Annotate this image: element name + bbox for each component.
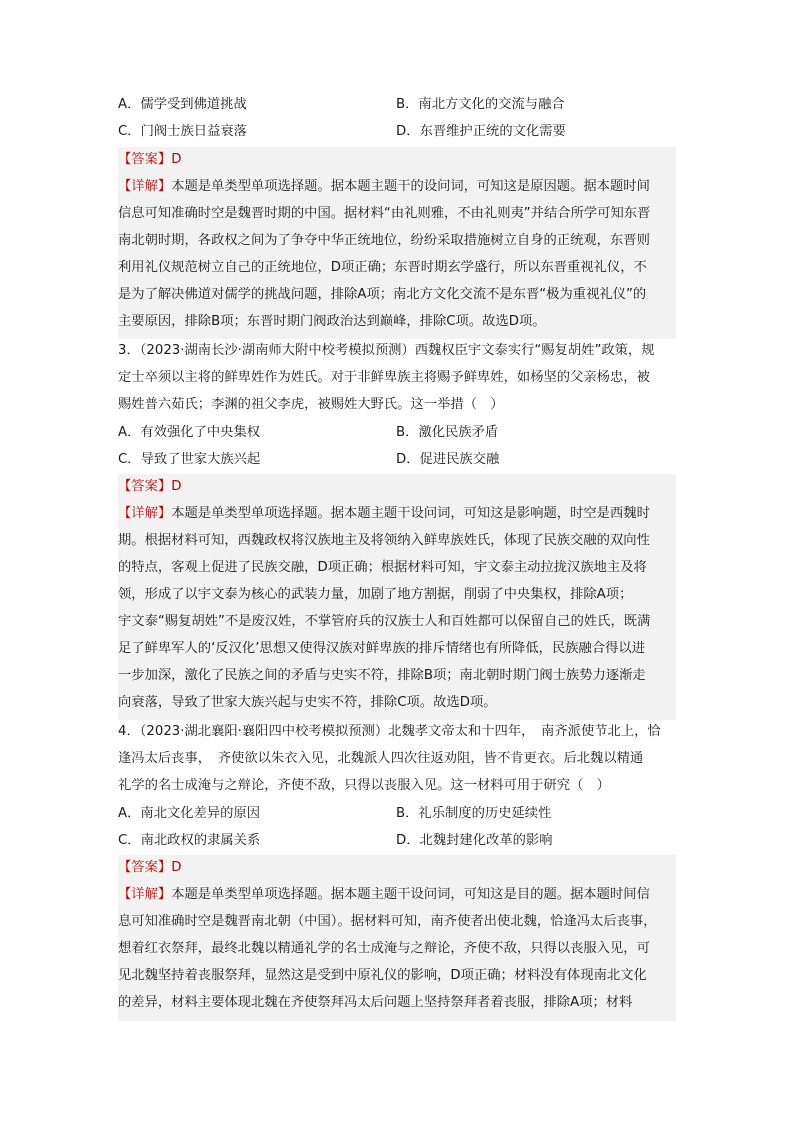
answer-block bbox=[118, 855, 676, 1021]
option-c: C．导致了世家大族兴起 bbox=[118, 452, 261, 467]
option-c: C．南北政权的隶属关系 bbox=[118, 833, 261, 848]
detail-line: 利用礼仪规范树立自己的正统地位，D项正确；东晋时期玄学盛行，所以东晋重视礼仪，不 bbox=[118, 260, 647, 275]
stem-line: 赐姓普六茹氏；李渊的祖父李虎，被赐姓大野氏。这一举措（ ） bbox=[118, 397, 504, 412]
detail-text: 本题是单类型单项选择题。据本题主题干的设问词，可知这是原因题。据本题时间 bbox=[171, 179, 650, 194]
detail-line: 的特点，客观上促进了民族交融，D项正确；根据材料可知，宇文泰主动拉拢汉族地主及将 bbox=[118, 560, 647, 575]
option-row bbox=[118, 119, 676, 145]
answer-value: D bbox=[171, 479, 182, 494]
detail-line: 领，形成了以宇文泰为核心的武装力量，加剧了地方割据，削弱了中央集权，排除A项； bbox=[118, 587, 633, 602]
detail-line: 宇文泰“赐复胡姓”不是废汉姓，不掌管府兵的汉族士人和百姓都可以保留自己的姓氏，既满 bbox=[118, 614, 651, 629]
answer-line bbox=[118, 855, 676, 881]
option-c: C．门阀士族日益衰落 bbox=[118, 124, 247, 139]
option-b: B．南北方文化的交流与融合 bbox=[396, 97, 565, 112]
detail-text: 本题是单类型单项选择题。据本题主题干设问词，可知这是影响题，时空是西魏时 bbox=[171, 506, 650, 521]
answer-block bbox=[118, 474, 676, 720]
option-a: A．有效强化了中央集权 bbox=[118, 425, 261, 440]
detail-line bbox=[118, 501, 676, 527]
detail-line: 见北魏坚持着丧服祭拜，显然这是受到中原礼仪的影响，D项正确；材料没有体现南北文化 bbox=[118, 968, 647, 983]
detail-label: 【详解】 bbox=[118, 179, 172, 194]
answer-block bbox=[118, 147, 676, 339]
option-b: B．激化民族矛盾 bbox=[396, 425, 499, 440]
detail-label: 【详解】 bbox=[118, 506, 172, 521]
detail-line bbox=[118, 882, 676, 908]
question-3 bbox=[118, 338, 676, 422]
detail-line: 息可知准确时空是魏晋南北朝（中国）。据材料可知，南齐使者出使北魏，恰逢冯太后丧事， bbox=[118, 914, 657, 929]
detail-line: 的差异，材料主要体现北魏在齐使祭拜冯太后问题上坚持祭拜者着丧服，排除A项；材料 bbox=[118, 995, 633, 1010]
detail-line: 主要原因，排除B项；东晋时期门阀政治达到巅峰，排除C项。故选D项。 bbox=[118, 314, 546, 329]
answer-label: 【答案】 bbox=[118, 152, 172, 167]
question-4 bbox=[118, 719, 676, 803]
stem-line: 定士卒须以主将的鲜卑姓作为姓氏。对于非鲜卑族主将赐予鲜卑姓，如杨坚的父亲杨忠，被 bbox=[118, 370, 650, 385]
detail-line: 南北朝时期，各政权之间为了争夺中华正统地位，纷纷采取措施树立自身的正统观，东晋则 bbox=[118, 233, 650, 248]
stem-line: 逢冯太后丧事， 齐使欲以朱衣入见，北魏派人四次往返劝阻，皆不肯更衣。后北魏以精通 bbox=[118, 751, 644, 766]
option-row bbox=[118, 828, 676, 854]
answer-line bbox=[118, 474, 676, 500]
option-b: B．礼乐制度的历史延续性 bbox=[396, 806, 552, 821]
detail-line: 足了鲜卑军人的‘反汉化’思想又使得汉族对鲜卑族的排斥情绪也有所降低，民族融合得以进 bbox=[118, 641, 646, 656]
answer-label: 【答案】 bbox=[118, 860, 172, 875]
detail-line: 信息可知准确时空是魏晋时期的中国。据材料“由礼则雅，不由礼则夷”并结合所学可知东晋 bbox=[118, 206, 651, 221]
detail-text: 本题是单类型单项选择题。据本题主题干设问词，可知这是目的题。据本题时间信 bbox=[171, 887, 650, 902]
detail-line: 向衰落，导致了世家大族兴起与史实不符，排除C项。故选D项。 bbox=[118, 695, 497, 710]
option-a: A．南北文化差异的原因 bbox=[118, 806, 261, 821]
answer-value: D bbox=[171, 152, 182, 167]
stem-line: 礼学的名士成淹与之辩论，齐使不敌，只得以丧服入见。这一材料可用于研究（ ） bbox=[118, 778, 610, 793]
detail-line: 一步加深，激化了民族之间的矛盾与史实不符，排除B项；南北朝时期门阀士族势力逐渐走 bbox=[118, 668, 646, 683]
detail-label: 【详解】 bbox=[118, 887, 172, 902]
option-row bbox=[118, 420, 676, 446]
option-a: A．儒学受到佛道挑战 bbox=[118, 97, 247, 112]
option-row bbox=[118, 447, 676, 473]
stem-line: 4．（2023·湖北襄阳·襄阳四中校考模拟预测）北魏孝文帝太和十四年， 南齐派使节北上，恰 bbox=[118, 724, 661, 739]
option-row bbox=[118, 801, 676, 827]
option-d: D．促进民族交融 bbox=[396, 452, 500, 467]
detail-line: 期。根据材料可知，西魏政权将汉族地主及将领纳入鲜卑族姓氏，体现了民族交融的双向性 bbox=[118, 533, 650, 548]
answer-value: D bbox=[171, 860, 182, 875]
answer-line bbox=[118, 147, 676, 173]
option-d: D．北魏封建化改革的影响 bbox=[396, 833, 553, 848]
option-d: D．东晋维护正统的文化需要 bbox=[396, 124, 566, 139]
stem-line: 3．（2023·湖南长沙·湖南师大附中校考模拟预测）西魏权臣宇文泰实行“赐复胡姓”政策，规 bbox=[118, 343, 655, 358]
detail-line: 是为了解决佛道对儒学的挑战问题，排除A项；南北方文化交流不是东晋“极为重视礼仪”的 bbox=[118, 287, 647, 302]
detail-line: 想着红衣祭拜，最终北魏以精通礼学的名士成淹与之辩论，齐使不敌，只得以丧服入见，可 bbox=[118, 941, 650, 956]
detail-line bbox=[118, 174, 676, 200]
option-row bbox=[118, 92, 676, 118]
answer-label: 【答案】 bbox=[118, 479, 172, 494]
